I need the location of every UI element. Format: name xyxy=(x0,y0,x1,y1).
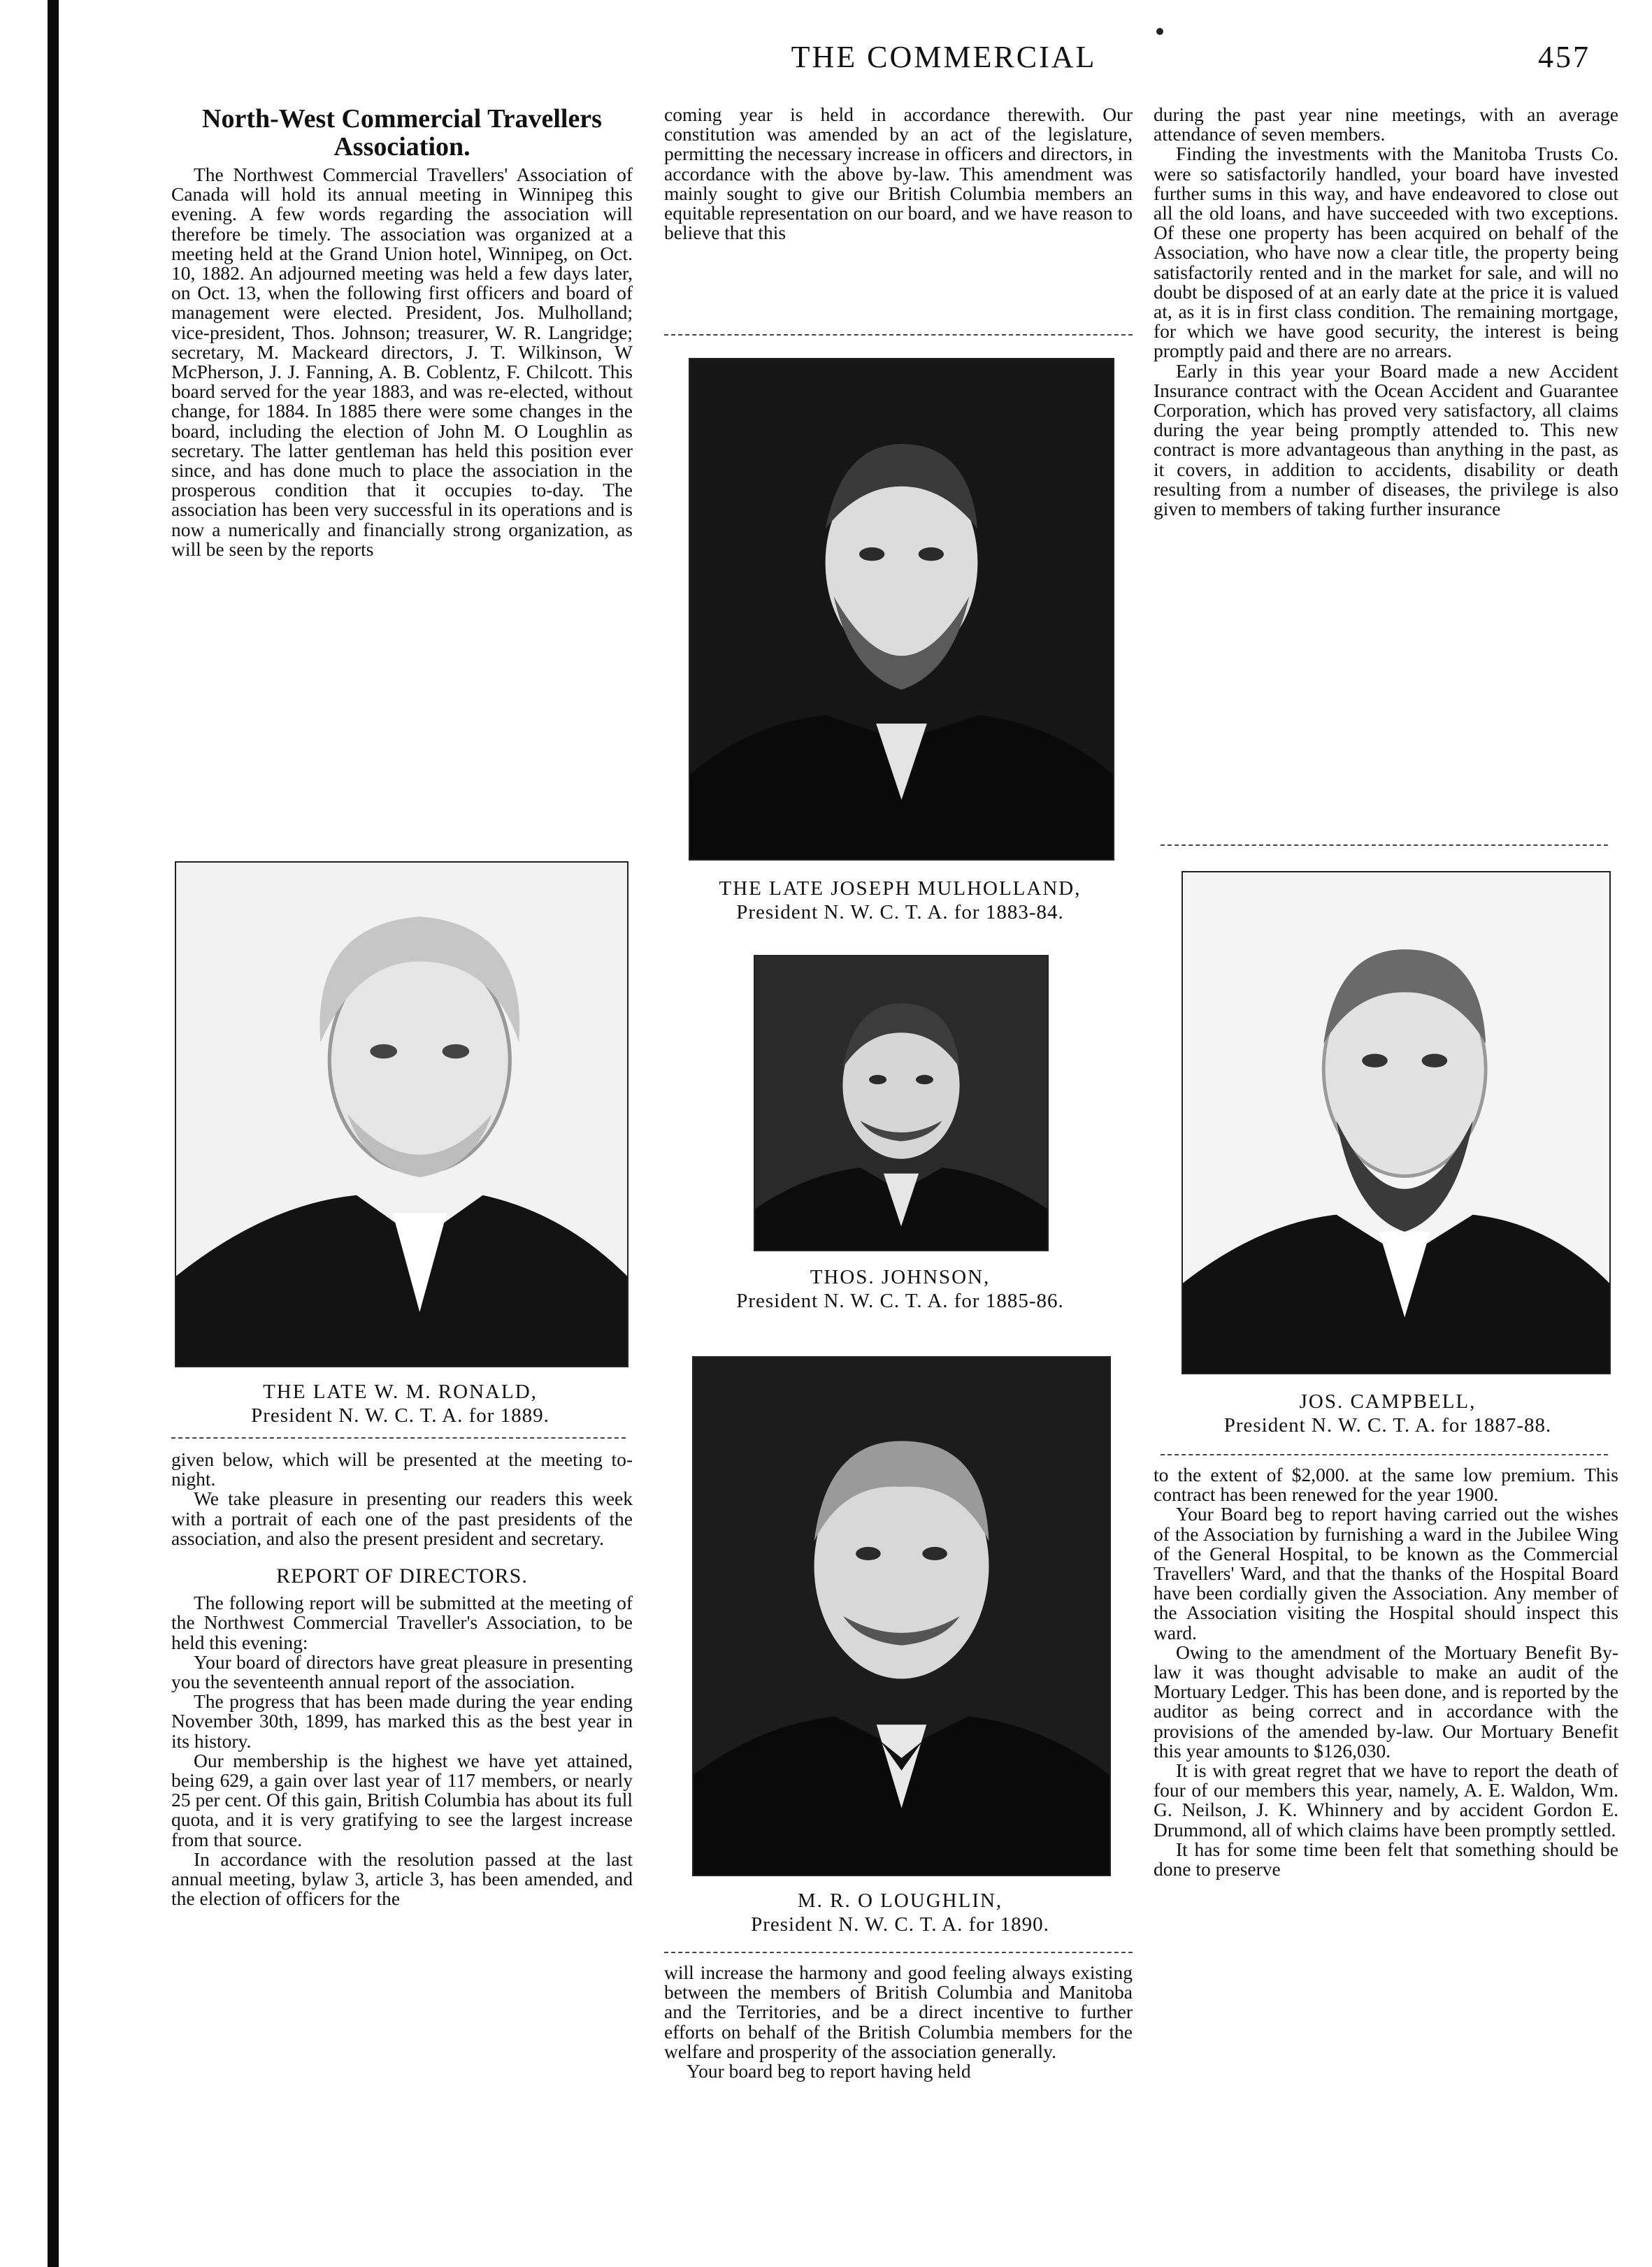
report-heading: REPORT OF DIRECTORS. xyxy=(276,1564,528,1588)
caption-name: THE LATE JOSEPH MULHOLLAND, xyxy=(719,877,1082,900)
article-column-3-bottom xyxy=(1154,1465,1618,1879)
portrait-campbell xyxy=(1181,871,1611,1374)
column-divider-rule xyxy=(664,334,1133,336)
article-column-3-top xyxy=(1154,105,1618,519)
binding-margin-bar xyxy=(48,0,59,2267)
portrait-johnson xyxy=(754,955,1049,1251)
caption-title: President N. W. C. T. A. for 1887-88. xyxy=(1223,1414,1552,1437)
article-paragraph: The following report will be submitted at the meeting of the Northwest Commercial Traveller's Association, to be held this evening: xyxy=(171,1592,633,1653)
portrait-oloughlin-image xyxy=(694,1358,1109,1875)
caption-campbell xyxy=(1154,1390,1622,1437)
article-paragraph: will increase the harmony and good feeling always existing between the members of British Columbia and Manitoba and the Territories, and be a direct incentive to further efforts on behalf of the British Columbia members for the welfare and prosperity of the association generally. xyxy=(664,1962,1133,2062)
article-paragraph: Your board beg to report having held xyxy=(687,2060,971,2082)
caption-ronald xyxy=(168,1380,633,1427)
column-divider-rule xyxy=(664,1952,1133,1953)
article-paragraph: The Northwest Commercial Travellers' Association of Canada will hold its annual meeting in Winnipeg this evening. A few words regarding the association will therefore be timely. The association was organized at a meeting held at the Grand Union hotel, Winnipeg, on Oct. 10, 1882. An adjourned meeting was held a few days later, on Oct. 13, when the following first officers and board of management were elected. President, Jos. Mulholland; vice-president, Thos. Johnson; treasurer, W. R. Langridge; secretary, M. Mackeard directors, J. T. Wilkinson, W McPherson, J. J. Fanning, A. B. Coblentz, F. Chilcott. This board served for the year 1883, and was re-elected, without change, for 1884. In 1885 there were some changes in the board, including the election of John M. O Loughlin as secretary. The latter gentleman has held this position ever since, and has done much to place the association in the prosperous condition that it occupies to-day. The association has been very successful in its operations and is now a numerically and financially strong organization, as will be seen by the reports xyxy=(171,164,633,560)
caption-johnson xyxy=(650,1265,1150,1313)
article-paragraph: Owing to the amendment of the Mortuary Benefit By-law it was thought advisable to make an audit of the Mortuary Ledger. This has been done, and is reported by the auditor as being correct and in accordance with the provisions of the amended by-law. Our Mortuary Benefit this year amounts to $126,030. xyxy=(1154,1641,1618,1762)
article-paragraph: Early in this year your Board made a new Accident Insurance contract with the Ocean Accident and Guarantee Corporation, which has proved very satisfactory, all claims during the year being promptly attended to. This new contract is more advantageous than anything in the past, as it covers, in addition to accidents, disability or death resulting from a number of diseases, the privilege is also given to members of taking further insurance xyxy=(1154,359,1618,520)
caption-name: M. R. O LOUGHLIN, xyxy=(797,1890,1003,1912)
column-divider-rule xyxy=(171,1437,626,1439)
portrait-oloughlin xyxy=(692,1356,1111,1876)
article-paragraph: We take pleasure in presenting our readers this week with a portrait of each one of the past presidents of the association, and also the present president and secretary. xyxy=(171,1488,633,1549)
portrait-campbell-image xyxy=(1183,872,1609,1373)
article-paragraph: Finding the investments with the Manitoba Trusts Co. were so satisfactorily handled, your board have invested further sums in this way, and have endeavored to close out all the old loans, and have succeeded with two exceptions. Of these one property has been acquired on behalf of the Association, who have now a clear title, the property being satisfactorily rented and in the market for sale, and will no doubt be disposed of at an early date at the price it is valued at, as it is in first class condition. The remaining mortgage, for which we have good security, the interest is being promptly paid and there are no arrears. xyxy=(1154,143,1618,362)
article-paragraph: to the extent of $2,000. at the same low premium. This contract has been renewed for the year 1900. xyxy=(1154,1464,1618,1506)
article-column-2-top xyxy=(664,105,1133,243)
caption-mulholland xyxy=(650,877,1150,924)
caption-title: President N. W. C. T. A. for 1889. xyxy=(251,1404,550,1427)
portrait-johnson-image xyxy=(755,956,1047,1250)
caption-name: THE LATE W. M. RONALD, xyxy=(263,1381,538,1403)
caption-title: President N. W. C. T. A. for 1883-84. xyxy=(736,901,1064,923)
article-heading: North-West Commercial Travellers Association. xyxy=(202,104,602,161)
caption-name: THOS. JOHNSON, xyxy=(810,1266,991,1288)
article-paragraph: Our membership is the highest we have yet attained, being 629, a gain over last year of 117 members, or nearly 25 per cent. Of this gain, British Columbia has about its full quota, and it is very gratifying to see the largest increase from that source. xyxy=(171,1749,633,1850)
article-paragraph: Your Board beg to report having carried out the wishes of the Association by furnishing a ward in the Jubilee Wing of the General Hospital, to be known as the Commercial Travellers' Ward, and that the thanks of the Hospital Board have been cordially given the Association. Any member of the Association visiting the Hospital should inspect this ward. xyxy=(1154,1503,1618,1643)
print-speck xyxy=(1156,28,1163,35)
page-title: THE COMMERCIAL xyxy=(791,40,1097,74)
page-number: 457 xyxy=(1538,40,1590,74)
caption-name: JOS. CAMPBELL, xyxy=(1299,1390,1477,1413)
article-paragraph: given below, which will be presented at the meeting to-night. xyxy=(171,1448,633,1490)
article-paragraph: The progress that has been made during the year ending November 30th, 1899, has marked this as the best year in its history. xyxy=(171,1690,633,1752)
article-paragraph: Your board of directors have great pleasure in presenting you the seventeenth annual report of the association. xyxy=(171,1650,633,1693)
article-column-2-bottom xyxy=(664,1963,1133,2081)
portrait-ronald-image xyxy=(176,863,627,1366)
article-column-1-bottom xyxy=(171,1450,633,1908)
caption-title: President N. W. C. T. A. for 1885-86. xyxy=(736,1290,1064,1312)
portrait-mulholland xyxy=(689,358,1114,861)
column-divider-rule xyxy=(1161,844,1608,846)
caption-title: President N. W. C. T. A. for 1890. xyxy=(751,1913,1049,1936)
article-paragraph: coming year is held in accordance therewith. Our constitution was amended by an act of the legislature, permitting the necessary increase in officers and directors, in accordance with the above by-law. This amendment was mainly sought to give our British Columbia members an equitable representation on our board, and we have reason to believe that this xyxy=(664,103,1133,244)
article-paragraph: It has for some time been felt that something should be done to preserve xyxy=(1154,1838,1618,1880)
article-paragraph: during the past year nine meetings, with an average attendance of seven members. xyxy=(1154,103,1618,145)
portrait-ronald xyxy=(175,861,629,1367)
caption-oloughlin xyxy=(650,1889,1150,1936)
article-paragraph: In accordance with the resolution passed at the last annual meeting, bylaw 3, article 3, has been amended, and the election of officers for the xyxy=(171,1848,633,1910)
article-column-1-top xyxy=(171,105,633,559)
article-paragraph: It is with great regret that we have to report the death of four of our members this year, namely, A. E. Waldon, Wm. G. Neilson, J. K. Whinnery and by accident Gordon E. Drummond, all of which claims have been promptly settled. xyxy=(1154,1759,1618,1841)
column-divider-rule xyxy=(1161,1454,1608,1455)
portrait-mulholland-image xyxy=(690,359,1113,859)
